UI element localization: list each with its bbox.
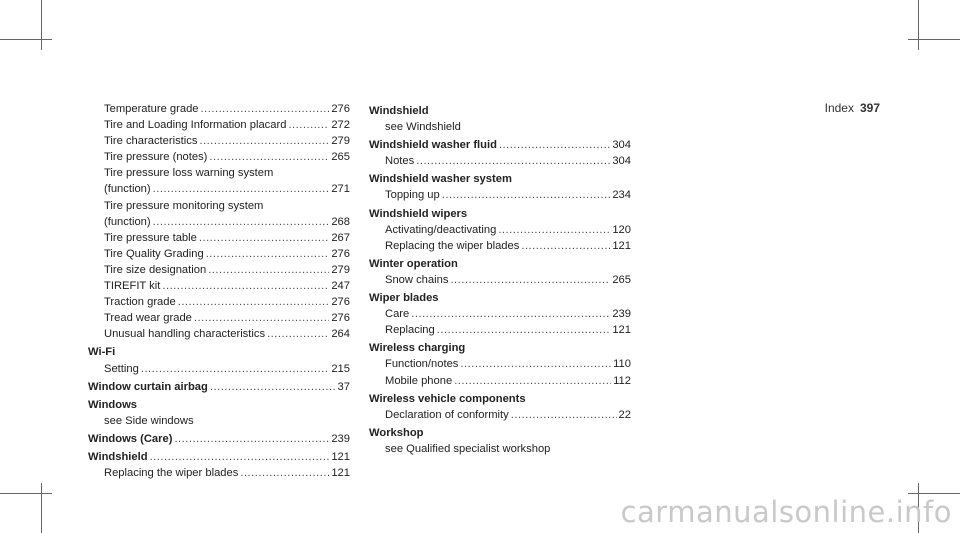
leader-dots	[437, 322, 611, 338]
index-entry: Windows	[88, 398, 137, 411]
entry-text: Windows (Care)	[88, 432, 173, 445]
index-entry: Windshield washer system	[369, 173, 512, 186]
leader-dots	[498, 222, 610, 238]
entry-page: 234	[612, 189, 631, 202]
index-entry	[369, 356, 631, 372]
leader-dots	[416, 153, 610, 169]
entry-page: 267	[331, 231, 350, 244]
index-entry: see Windshield	[385, 121, 461, 134]
leader-dots	[162, 278, 329, 294]
entry-text: Tire pressure (notes)	[104, 151, 208, 164]
index-entry	[369, 187, 631, 203]
entry-text: Unusual handling characteristics	[104, 328, 266, 341]
entry-text: Tire characteristics	[104, 135, 198, 148]
entry-page: 279	[331, 135, 350, 148]
entry-text: Declaration of conformity	[385, 408, 509, 421]
index-entry	[88, 246, 350, 262]
index-entry	[369, 306, 631, 322]
index-entry: Wi-Fi	[88, 346, 116, 359]
entry-text: Replacing the wiper blades	[385, 239, 520, 252]
entry-page: 279	[331, 263, 350, 276]
leader-dots	[194, 310, 329, 326]
entry-page: 265	[331, 151, 350, 164]
index-entry	[88, 449, 350, 465]
entry-text: Windshield washer fluid	[369, 139, 497, 152]
index-entry: Wireless vehicle components	[369, 392, 526, 405]
index-entry	[88, 278, 350, 294]
entry-page: 276	[331, 312, 350, 325]
leader-dots	[442, 187, 611, 203]
entry-text: Activating/deactivating	[385, 223, 497, 236]
index-entry	[88, 230, 350, 246]
index-entry: Workshop	[369, 426, 424, 439]
leader-dots	[153, 214, 330, 230]
entry-text: Setting	[104, 362, 139, 375]
index-entry: see Side windows	[104, 414, 194, 427]
entry-page: 239	[331, 432, 350, 445]
entry-text: Traction grade	[104, 296, 176, 309]
leader-dots	[240, 465, 329, 481]
leader-dots	[450, 272, 610, 288]
leader-dots	[499, 137, 610, 153]
entry-page: 37	[337, 380, 350, 393]
leader-dots	[288, 117, 329, 133]
entry-page: 276	[331, 296, 350, 309]
entry-text: (function)	[104, 215, 151, 228]
index-entry	[88, 379, 350, 395]
entry-page: 272	[331, 119, 350, 132]
leader-dots	[141, 361, 329, 377]
index-entry	[369, 153, 631, 169]
entry-page: 22	[618, 408, 631, 421]
entry-text: Tread wear grade	[104, 312, 192, 325]
entry-page: 276	[331, 247, 350, 260]
index-entry	[88, 294, 350, 310]
entry-page: 276	[331, 103, 350, 115]
index-entry	[88, 214, 350, 230]
entry-text: Function/notes	[385, 358, 459, 371]
index-entry: Windshield wipers	[369, 207, 468, 220]
entry-text: Replacing	[385, 324, 435, 337]
entry-text: Snow chains	[385, 273, 449, 286]
index-entry: see Qualified specialist workshop	[385, 442, 551, 455]
entry-text: Window curtain airbag	[88, 380, 208, 393]
entry-page: 121	[612, 324, 631, 337]
entry-page: 112	[613, 374, 631, 387]
entry-text: TIREFIT kit	[104, 280, 161, 293]
index-entry: Wireless charging	[369, 342, 466, 355]
entry-page: 121	[331, 467, 350, 480]
crop-mark	[908, 39, 960, 40]
index-entry: Tire pressure loss warning system	[104, 167, 274, 180]
header-label: Index	[824, 101, 854, 115]
entry-text: Notes	[385, 155, 415, 168]
entry-page: 268	[331, 215, 350, 228]
leader-dots	[209, 149, 329, 165]
index-entry	[88, 133, 350, 149]
index-entry	[88, 465, 350, 481]
entry-page: 265	[612, 273, 631, 286]
index-entry	[88, 310, 350, 326]
entry-page: 215	[331, 362, 350, 375]
leader-dots	[199, 230, 329, 246]
entry-text: Topping up	[385, 189, 440, 202]
leader-dots	[174, 431, 329, 447]
index-entry	[369, 222, 631, 238]
index-entry: Winter operation	[369, 257, 458, 270]
entry-page: 271	[331, 183, 350, 196]
index-entry	[369, 272, 631, 288]
page-header	[825, 101, 880, 115]
entry-text: Windshield	[88, 450, 148, 463]
leader-dots	[208, 262, 329, 278]
entry-page: 239	[612, 308, 631, 321]
entry-text: Tire pressure table	[104, 231, 197, 244]
entry-text: Tire and Loading Information placard	[104, 119, 287, 132]
entry-page: 110	[613, 358, 631, 371]
index-entry	[88, 326, 350, 342]
crop-mark	[41, 483, 42, 533]
leader-dots	[210, 379, 336, 395]
entry-page: 120	[612, 223, 631, 236]
crop-mark	[41, 0, 42, 50]
leader-dots	[521, 238, 610, 254]
leader-dots	[201, 101, 330, 117]
crop-mark	[918, 0, 919, 50]
entry-text: Care	[385, 308, 410, 321]
entry-page: 304	[612, 155, 631, 168]
leader-dots	[460, 356, 611, 372]
index-entry	[369, 238, 631, 254]
entry-text: Tire size designation	[104, 263, 207, 276]
index-entry	[88, 361, 350, 377]
leader-dots	[454, 373, 611, 389]
index-entry	[88, 149, 350, 165]
crop-mark	[0, 493, 52, 494]
leader-dots	[411, 306, 610, 322]
leader-dots	[199, 133, 329, 149]
entry-text: (function)	[104, 183, 151, 196]
index-entry	[88, 262, 350, 278]
entry-page: 121	[331, 450, 350, 463]
crop-mark	[0, 39, 52, 40]
index-entry: Tire pressure monitoring system	[104, 199, 264, 212]
entry-page: 264	[331, 328, 350, 341]
index-entry	[88, 101, 350, 117]
entry-page: 121	[612, 239, 631, 252]
index-entry	[88, 117, 350, 133]
index-column-right	[369, 101, 631, 457]
leader-dots	[150, 449, 330, 465]
index-column-left	[88, 101, 350, 481]
leader-dots	[511, 407, 617, 423]
entry-text: Tire Quality Grading	[104, 247, 204, 260]
leader-dots	[267, 326, 329, 342]
index-entry	[369, 137, 631, 153]
entry-page: 247	[331, 280, 350, 293]
entry-text: Replacing the wiper blades	[104, 467, 239, 480]
index-entry	[369, 322, 631, 338]
index-entry	[369, 407, 631, 423]
leader-dots	[153, 181, 330, 197]
crop-mark	[908, 493, 960, 494]
index-entry: Wiper blades	[369, 292, 439, 305]
entry-page: 304	[612, 139, 631, 152]
watermark: carmanualsonline.info	[620, 495, 952, 529]
leader-dots	[206, 246, 330, 262]
entry-text: Temperature grade	[104, 103, 199, 115]
index-entry: Windshield	[369, 105, 429, 117]
page-number: 397	[859, 101, 880, 115]
index-entry	[88, 181, 350, 197]
index-entry	[369, 373, 631, 389]
leader-dots	[178, 294, 330, 310]
entry-text: Mobile phone	[385, 374, 453, 387]
index-entry	[88, 431, 350, 447]
